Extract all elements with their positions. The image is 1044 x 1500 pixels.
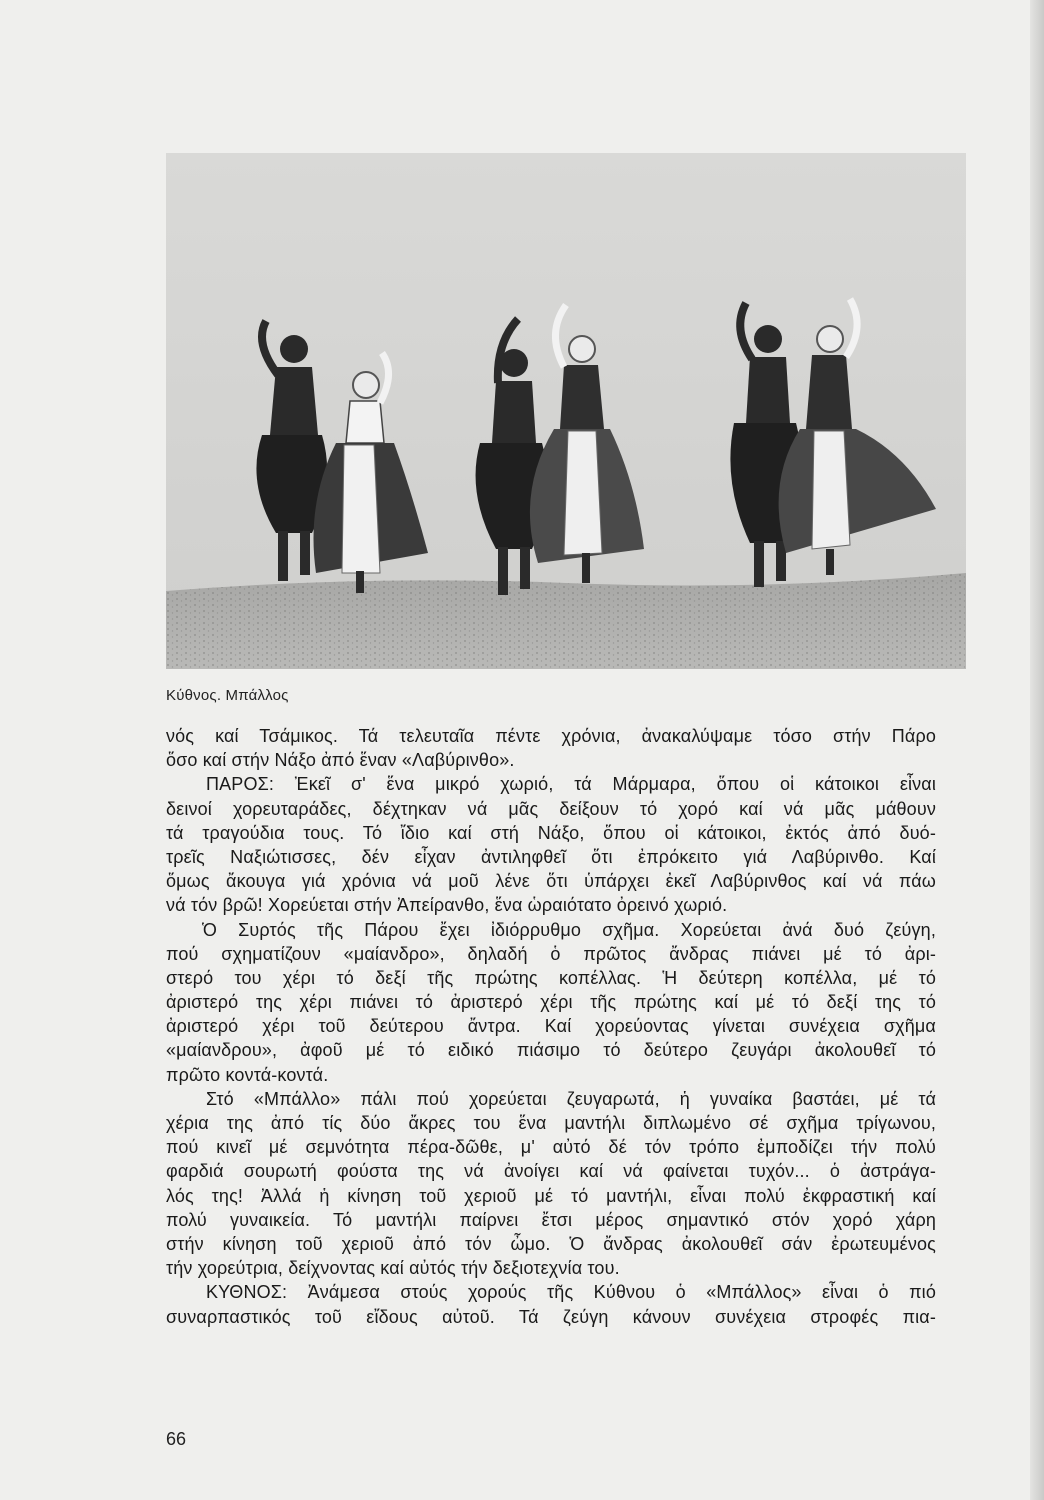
text-line: πού σχηματίζουν «μαίανδρο», δηλαδή ὁ πρῶτος ἄνδρας πιάνει μέ τό ἀρι- [166,943,936,964]
text-line: στήν κίνηση τοῦ χεριοῦ ἀπό τόν ὦμο. Ὁ ἄνδρας ἀκολουθεῖ σάν ἐρωτευμένος [166,1233,936,1254]
dancers-photograph [166,153,966,669]
photo-caption: Κύθνος. Μπάλλος [166,687,289,704]
text-line: ΚΥΘΝΟΣ: Ἀνάμεσα στούς χορούς τῆς Κύθνου ὁ «Μπάλλος» εἶναι ὁ πιό [206,1282,936,1303]
text-line: τά τραγούδια τους. Τό ἴδιο καί στή Νάξο, ὅπου οἱ κάτοικοι, ἐκτός ἀπό δυό- [166,822,936,843]
page-edge [1030,0,1044,1500]
text-line: φαρδιά σουρωτή φούστα της νά ἀνοίγει καί νά φαίνεται τυχόν... ὁ ἀστράγα- [166,1161,936,1182]
text-line: τρεῖς Ναξιώτισσες, δέν εἶχαν ἀντιληφθεῖ ὅτι ἐπρόκειτο γιά Λαβύρινθο. Καί [166,846,936,867]
dancers-illustration [166,153,966,669]
text-line: ὅσο καί στήν Νάξο ἀπό ἕναν «Λαβύρινθο». [166,750,515,771]
text-line: τήν χορεύτρια, δείχνοντας καί αὐτός τήν δεξιοτεχνία του. [166,1258,620,1279]
text-line: νός καί Τσάμικος. Τά τελευταῖα πέντε χρόνια, ἀνακαλύψαμε τόσο στήν Πάρο [166,726,936,746]
text-line: ΠΑΡΟΣ: Ἐκεῖ σ' ἕνα μικρό χωριό, τά Μάρμαρα, ὅπου οἱ κάτοικοι εἶναι [206,774,936,795]
text-line: συναρπαστικός τοῦ εἴδους αὐτοῦ. Τά ζεύγη κάνουν συνέχεια στροφές πια- [166,1306,936,1327]
text-line: πολύ γυναικεία. Τό μαντήλι παίρνει ἔτσι μέρος σημαντικό στόν χορό χάρη [166,1209,936,1230]
body-text [166,724,936,1329]
text-line: πού κινεῖ μέ σεμνότητα πέρα-δῶθε, μ' αὐτό δέ τόν τρόπο ἐμποδίζει τήν πολύ [166,1137,936,1158]
text-line: ὅμως ἄκουγα γιά χρόνια νά μοῦ λένε ὅτι ὑπάρχει ἐκεῖ Λαβύρινθος καί νά πάω [166,871,936,892]
text-line: «μαίανδρου», ἀφοῦ μέ τό ειδικό πιάσιμο τό δεύτερο ζευγάρι ἀκολουθεῖ τό [166,1040,936,1061]
text-line: χέρια της ἀπό τίς δύο ἄκρες του ἕνα μαντήλι διπλωμένο σέ σχῆμα τρίγωνου, [166,1113,936,1133]
text-line: πρῶτο κοντά-κοντά. [166,1064,329,1085]
text-line: Στό «Μπάλλο» πάλι πού χορεύεται ζευγαρωτά, ἡ γυναίκα βαστάει, μέ τά [206,1088,936,1109]
text-line: Ὁ Συρτός τῆς Πάρου ἔχει ἰδιόρρυθμο σχῆμα. Χορεύεται ἀνά δυό ζεύγη, [202,919,936,940]
text-line: νά τόν βρῶ! Χορεύεται στήν Ἀπείρανθο, ἕνα ὡραιότατο ὀρεινό χωριό. [166,895,728,916]
text-line: στερό του χέρι τό δεξί τῆς πρώτης κοπέλλας. Ἡ δεύτερη κοπέλλα, μέ τό [166,967,936,988]
text-line: ἀριστερό χέρι τοῦ δεύτερου ἄντρα. Καί χορεύοντας γίνεται συνέχεια σχῆμα [166,1016,936,1037]
page-number: 66 [166,1429,187,1449]
text-line: δεινοί χορευταράδες, δέχτηκαν νά μᾶς δείξουν τό χορό καί νά μᾶς μάθουν [166,798,936,819]
text-line: ἀριστερό της χέρι πιάνει τό ἀριστερό χέρι τῆς πρώτης καί μέ τό δεξί της τό [166,992,936,1013]
text-line: λός της! Ἀλλά ἡ κίνηση τοῦ χεριοῦ μέ τό μαντήλι, εἶναι πολύ ἐκφραστική καί [166,1185,936,1206]
